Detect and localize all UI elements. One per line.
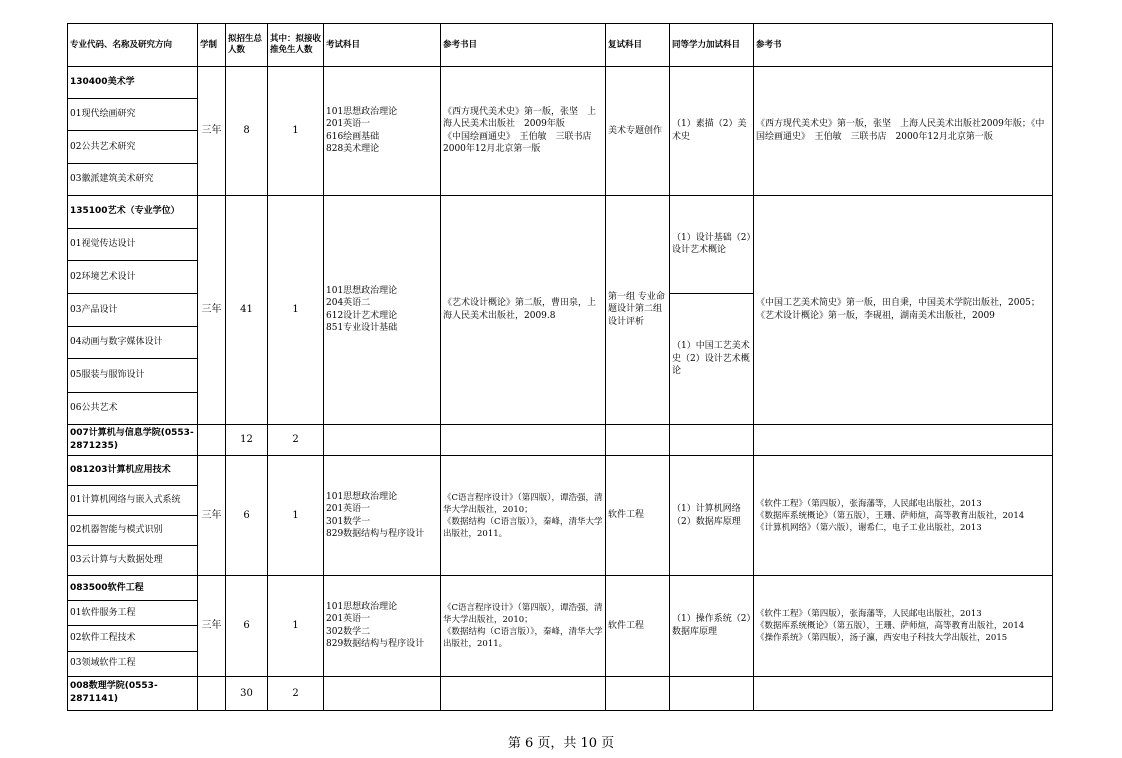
extra-book: 《操作系统》（第四版），汤子瀛，西安电子科技大学出版社，2015	[756, 632, 1008, 643]
exam-subject: 851专业设计基础	[326, 323, 398, 334]
exam-subject: 101思想政治理论	[326, 601, 398, 612]
page-footer: 第 6 页，共 10 页	[507, 736, 615, 751]
research-direction: 05服装与服饰设计	[68, 359, 198, 392]
table-header-row	[68, 24, 1053, 67]
major-code: 083500软件工程	[68, 576, 198, 601]
exam-subject: 201英语一	[326, 614, 371, 625]
exam-subject: 616绘画基础	[326, 131, 380, 142]
exempt-cell: 2	[268, 424, 324, 455]
retest-cell: 美术专题创作	[606, 67, 670, 196]
college-row	[68, 676, 1053, 710]
admissions-table	[67, 23, 1053, 711]
research-direction: 01计算机网络与嵌入式系统	[68, 485, 198, 515]
research-direction: 03徽派建筑美术研究	[68, 163, 198, 195]
ref-books-cell	[441, 455, 606, 576]
extra-cell: （1）素描（2）美术史	[670, 67, 754, 196]
retest-cell: 软件工程	[606, 576, 670, 676]
years-cell: 三年	[198, 195, 226, 424]
exam-subject: 828美术理论	[326, 144, 380, 155]
table-row	[68, 195, 1053, 228]
exam-subjects-cell	[324, 576, 441, 676]
exam-subject: 101思想政治理论	[326, 491, 398, 502]
exam-subjects-cell	[324, 455, 441, 576]
table-row	[68, 67, 1053, 99]
extra-book: 《计算机网络》（第六版），谢希仁，电子工业出版社，2013	[756, 522, 982, 533]
extra-cell: （1）中国工艺美术史（2）设计艺术概论	[670, 294, 754, 425]
research-direction: 03云计算与大数据处理	[68, 546, 198, 576]
extra-book: 《软件工程》（第四版），张海藩等，人民邮电出版社，2013	[756, 608, 982, 619]
research-direction: 01视觉传达设计	[68, 228, 198, 260]
exempt-cell: 1	[268, 455, 324, 576]
exempt-cell: 1	[268, 195, 324, 424]
extra-cell: （1）计算机网络（2）数据库原理	[670, 455, 754, 576]
college-name: 008数理学院(0553-2871141)	[68, 676, 198, 710]
ref-books-cell	[441, 576, 606, 676]
extra-book: 《软件工程》（第四版），张海藩等，人民邮电出版社，2013	[756, 498, 982, 509]
header-exempt: 其中：拟接收推免生人数	[268, 24, 324, 67]
total-cell: 41	[226, 195, 268, 424]
research-direction: 04动画与数字媒体设计	[68, 327, 198, 359]
exempt-cell: 1	[268, 576, 324, 676]
research-direction: 06公共艺术	[68, 392, 198, 424]
extra-cell: （1）操作系统（2）数据库原理	[670, 576, 754, 676]
total-cell: 6	[226, 576, 268, 676]
years-cell: 三年	[198, 576, 226, 676]
extra-book: 《数据库系统概论》（第五版），王珊、萨师煊，高等教育出版社，2014	[756, 510, 1025, 521]
header-extra: 同等学力加试科目	[670, 24, 754, 67]
table-row	[68, 576, 1053, 601]
research-direction: 03领域软件工程	[68, 651, 198, 676]
header-ref-books: 参考书目	[441, 24, 606, 67]
exam-subject: 301数学一	[326, 516, 371, 527]
years-cell: 三年	[198, 67, 226, 196]
retest-cell: 软件工程	[606, 455, 670, 576]
retest-cell: 第一组 专业命题设计第二组 设计评析	[606, 195, 670, 424]
ref-book: 《C语言程序设计》（第四版），谭浩强，清华大学出版社，2010；	[443, 602, 603, 625]
table-row	[68, 455, 1053, 485]
total-cell: 30	[226, 676, 268, 710]
research-direction: 01软件服务工程	[68, 601, 198, 626]
exam-subject: 204英语二	[326, 298, 371, 309]
ref-book: 《艺术设计概论》第二版，曹田泉，上海人民美术出版社，2009.8	[443, 298, 597, 321]
research-direction: 02公共艺术研究	[68, 131, 198, 163]
exempt-cell: 1	[268, 67, 324, 196]
exam-subjects-cell	[324, 195, 441, 424]
college-name: 007计算机与信息学院(0553-2871235)	[68, 424, 198, 455]
header-total: 拟招生总人数	[226, 24, 268, 67]
header-extra-books: 参考书	[754, 24, 1053, 67]
ref-book: 《西方现代美术史》第一版，张坚 上海人民美术出版社 2009年版 《中国绘画通史》 王伯敏 三联书店 2000年12月北京第一版	[443, 106, 601, 155]
total-cell: 12	[226, 424, 268, 455]
ref-books-cell	[441, 67, 606, 196]
research-direction: 02环境艺术设计	[68, 260, 198, 293]
exam-subjects-cell	[324, 67, 441, 196]
header-major: 专业代码、名称及研究方向	[68, 24, 198, 67]
ref-book: 《数据结构（C语言版）》，秦峰，清华大学出版社，2011。	[443, 516, 603, 539]
header-years: 学制	[198, 24, 226, 67]
total-cell: 8	[226, 67, 268, 196]
exam-subject: 101思想政治理论	[326, 285, 398, 296]
ref-books-cell	[441, 195, 606, 424]
ref-book: 《C语言程序设计》（第四版），谭浩强，清华大学出版社，2010；	[443, 492, 603, 515]
exam-subject: 302数学二	[326, 626, 371, 637]
major-code: 081203计算机应用技术	[68, 455, 198, 485]
college-row	[68, 424, 1053, 455]
research-direction: 02软件工程技术	[68, 626, 198, 651]
extra-cell: （1）设计基础（2）设计艺术概论	[670, 195, 754, 293]
extra-books-cell: 《中国工艺美术简史》第一版，田自秉，中国美术学院出版社，2005；《艺术设计概论》第一版，李砚祖，湖南美术出版社，2009	[754, 195, 1053, 424]
total-cell: 6	[226, 455, 268, 576]
extra-books-cell	[754, 455, 1053, 576]
exam-subject: 201英语一	[326, 119, 371, 130]
header-exam-subjects: 考试科目	[324, 24, 441, 67]
extra-book: 《数据库系统概论》（第五版），王珊、萨师煊，高等教育出版社，2014	[756, 620, 1025, 631]
ref-book: 《数据结构（C语言版）》，秦峰，清华大学出版社，2011。	[443, 626, 603, 649]
exam-subject: 612设计艺术理论	[326, 310, 398, 321]
exam-subject: 829数据结构与程序设计	[326, 639, 425, 650]
research-direction: 02机器智能与模式识别	[68, 516, 198, 546]
years-cell: 三年	[198, 455, 226, 576]
exempt-cell: 2	[268, 676, 324, 710]
research-direction: 01现代绘画研究	[68, 99, 198, 131]
exam-subject: 101思想政治理论	[326, 106, 398, 117]
extra-books-cell: 《西方现代美术史》第一版，张坚 上海人民美术出版社2009年版；《中国绘画通史》 王伯敏 三联书店 2000年12月北京第一版	[754, 67, 1053, 196]
research-direction: 03产品设计	[68, 294, 198, 327]
exam-subject: 201英语一	[326, 504, 371, 514]
header-retest: 复试科目	[606, 24, 670, 67]
exam-subject: 829数据结构与程序设计	[326, 529, 425, 539]
major-code: 130400美术学	[68, 67, 198, 99]
major-code: 135100艺术（专业学位）	[68, 195, 198, 228]
extra-books-cell	[754, 576, 1053, 676]
